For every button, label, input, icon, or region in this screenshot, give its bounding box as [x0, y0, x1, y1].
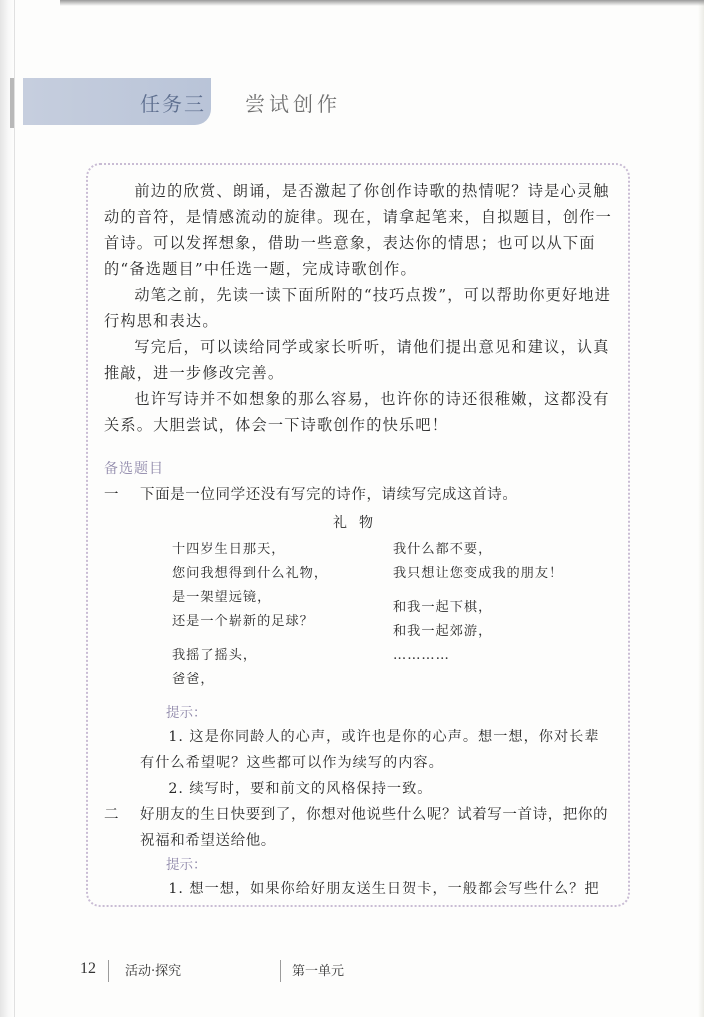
poem-right-column	[393, 538, 614, 702]
option-number: 一	[104, 487, 120, 503]
content-body	[104, 178, 614, 902]
poem-stanza	[172, 644, 393, 692]
poem-stanza	[172, 538, 393, 634]
task-title: 尝试创作	[245, 92, 341, 116]
poem-line: 和我一起下棋，	[393, 600, 493, 615]
hint-label: 提示：	[166, 705, 207, 721]
page-top-shadow	[60, 0, 704, 6]
poem-line: 十四岁生日那天，	[172, 542, 286, 557]
poem-title: 礼物	[333, 515, 385, 531]
poem-line: 您问我想得到什么礼物，	[172, 566, 329, 581]
poem-line: 我什么都不要，	[393, 542, 493, 557]
header-accent-bar	[10, 78, 14, 128]
intro-paragraph: 也许写诗并不如想象的那么容易，也许你的诗还很稚嫩，这都没有关系。大胆尝试，体会一下诗歌创作的快乐吧！	[104, 390, 610, 434]
hint-text: 1. 这是你同龄人的心声，或许也是你的心声。想一想，你对长辈有什么希望呢？这些都可以作为续写的内容。	[140, 729, 600, 771]
footer-divider	[280, 960, 281, 982]
intro-paragraph: 前边的欣赏、朗诵，是否激起了你创作诗歌的热情呢？诗是心灵触动的音符，是情感流动的旋律。现在，请拿起笔来，自拟题目，创作一首诗。可以发挥想象，借助一些意象，表达你的情思；也可以从下面的“备选题目”中任选一题，完成诗歌创作。	[104, 182, 613, 278]
hint-text: 1. 想一想，如果你给好朋友送生日贺卡，一般都会写些什么？把	[168, 881, 600, 897]
poem-line: 我摇了摇头，	[172, 648, 258, 663]
page-right-edge	[698, 0, 704, 1017]
hint-text: 2. 续写时，要和前文的风格保持一致。	[168, 781, 433, 797]
footer-unit: 第一单元	[292, 964, 345, 979]
poem-line: 还是一个崭新的足球？	[172, 614, 314, 629]
poem-line: 我只想让您变成我的朋友！	[393, 566, 564, 581]
intro-paragraph: 动笔之前，先读一读下面所附的“技巧点拨”，可以帮助你更好地进行构思和表达。	[104, 286, 612, 330]
option-number: 二	[104, 807, 120, 823]
task-number: 任务三	[140, 92, 206, 116]
poem-stanza	[393, 596, 614, 668]
page-binding-edge	[0, 0, 15, 1017]
option-text: 好朋友的生日快要到了，你想对他说些什么呢？试着写一首诗，把你的祝福和希望送给他。	[140, 807, 609, 849]
poem-line: 是一架望远镜，	[172, 590, 272, 605]
options-label: 备选题目	[104, 461, 164, 477]
poem-body	[172, 538, 614, 702]
poem-line: 爸爸，	[172, 672, 215, 687]
intro-paragraph: 写完后，可以读给同学或家长听听，请他们提出意见和建议，认真推敲，进一步修改完善。	[104, 338, 610, 382]
hint-line	[140, 876, 614, 902]
page-number: 12	[80, 960, 96, 977]
hint-line	[140, 724, 614, 776]
poem-ellipsis: …………	[393, 648, 450, 663]
footer-divider	[108, 960, 109, 982]
option-item-1	[104, 482, 614, 508]
poem-left-column	[172, 538, 393, 702]
option-item-2	[104, 802, 614, 854]
hint-label: 提示：	[166, 857, 207, 873]
option-text: 下面是一位同学还没有写完的诗作，请续写完成这首诗。	[140, 487, 518, 503]
footer-section: 活动·探究	[125, 964, 182, 979]
hint-line	[140, 776, 614, 802]
poem-stanza	[393, 538, 614, 586]
poem-line: 和我一起郊游，	[393, 624, 493, 639]
